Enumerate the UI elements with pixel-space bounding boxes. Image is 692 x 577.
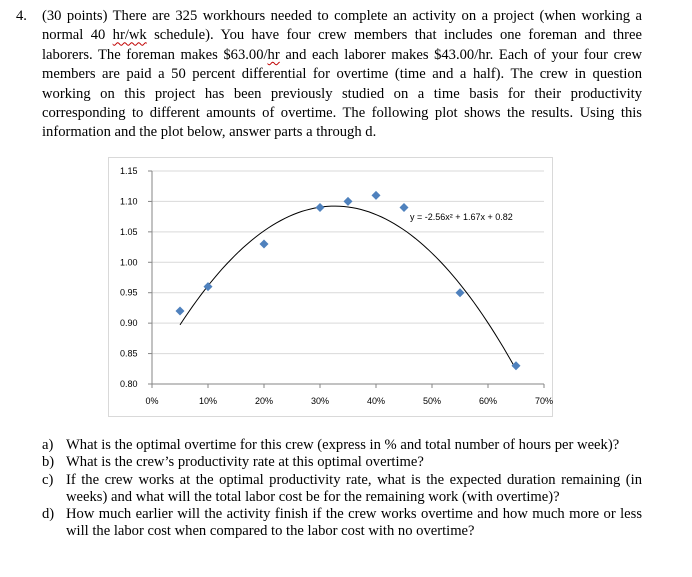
question-number: 4. [16, 8, 27, 24]
question-intro-2: schedule). You have four crew members that includes one foreman and three laborers. The foreman makes $63.00/ [42, 27, 642, 63]
y-tick-label: 0.90 [120, 318, 138, 329]
question-parts [42, 437, 642, 541]
y-tick-label: 1.05 [120, 226, 138, 237]
part-a [42, 437, 642, 454]
y-tick-label: 1.10 [120, 196, 138, 207]
trendline-equation: y = -2.56x² + 1.67x + 0.82 [410, 212, 513, 222]
question-intro-1: (30 points) There are 325 workhours needed to complete an activity on a project (when working a normal 40 [42, 8, 642, 44]
part-c [42, 472, 642, 507]
x-tick-label: 20% [254, 396, 274, 406]
part-b [42, 454, 642, 471]
y-tick-label: 1.15 [120, 166, 138, 176]
x-tick-label: 0% [145, 396, 159, 406]
y-tick-label: 0.80 [120, 379, 138, 389]
x-tick-label: 70% [534, 396, 553, 406]
chart-frame [109, 158, 553, 417]
unit-hr: hr [267, 46, 280, 63]
part-b-text: What is the crew’s productivity rate at this optimal overtime? [66, 454, 424, 471]
part-d-text: How much earlier will the activity finish if the crew works overtime and how much more or less will the labor cost when compared to the labor cost with no overtime? [66, 506, 642, 540]
x-tick-label: 60% [478, 396, 498, 406]
question-intro-3: and each laborer makes $43.00/hr. Each of your four crew members are paid a 50 percent differential for overtime (time and a half). The crew in question working on this project has been previously studied on a time basis for their productivity corresponding to different amounts of overtime. The following plot shows the results. Using this information and the plot below, answer parts a through d. [42, 46, 642, 141]
part-d [42, 506, 642, 541]
part-a-label: a) [42, 437, 54, 453]
x-tick-label: 30% [310, 396, 330, 406]
x-tick-label: 40% [366, 396, 386, 406]
part-d-label: d) [42, 506, 55, 523]
unit-hr-wk: hr/wk [112, 27, 147, 44]
part-b-label: b) [42, 454, 55, 471]
y-tick-label: 1.00 [120, 257, 138, 268]
part-c-label: c) [42, 471, 54, 488]
part-a-text: What is the optimal overtime for this crew (express in % and total number of hours per week)? [66, 437, 620, 453]
y-tick-label: 0.85 [120, 348, 138, 359]
part-c-text: If the crew works at the optimal productivity rate, what is the expected duration remaining (in weeks) and what will the total labor cost be for the remaining work (with overtime)? [66, 471, 642, 505]
productivity-chart [108, 157, 553, 417]
x-tick-label: 50% [422, 396, 442, 406]
x-tick-label: 10% [198, 396, 218, 406]
y-tick-label: 0.95 [120, 287, 138, 298]
question-text [42, 7, 642, 143]
